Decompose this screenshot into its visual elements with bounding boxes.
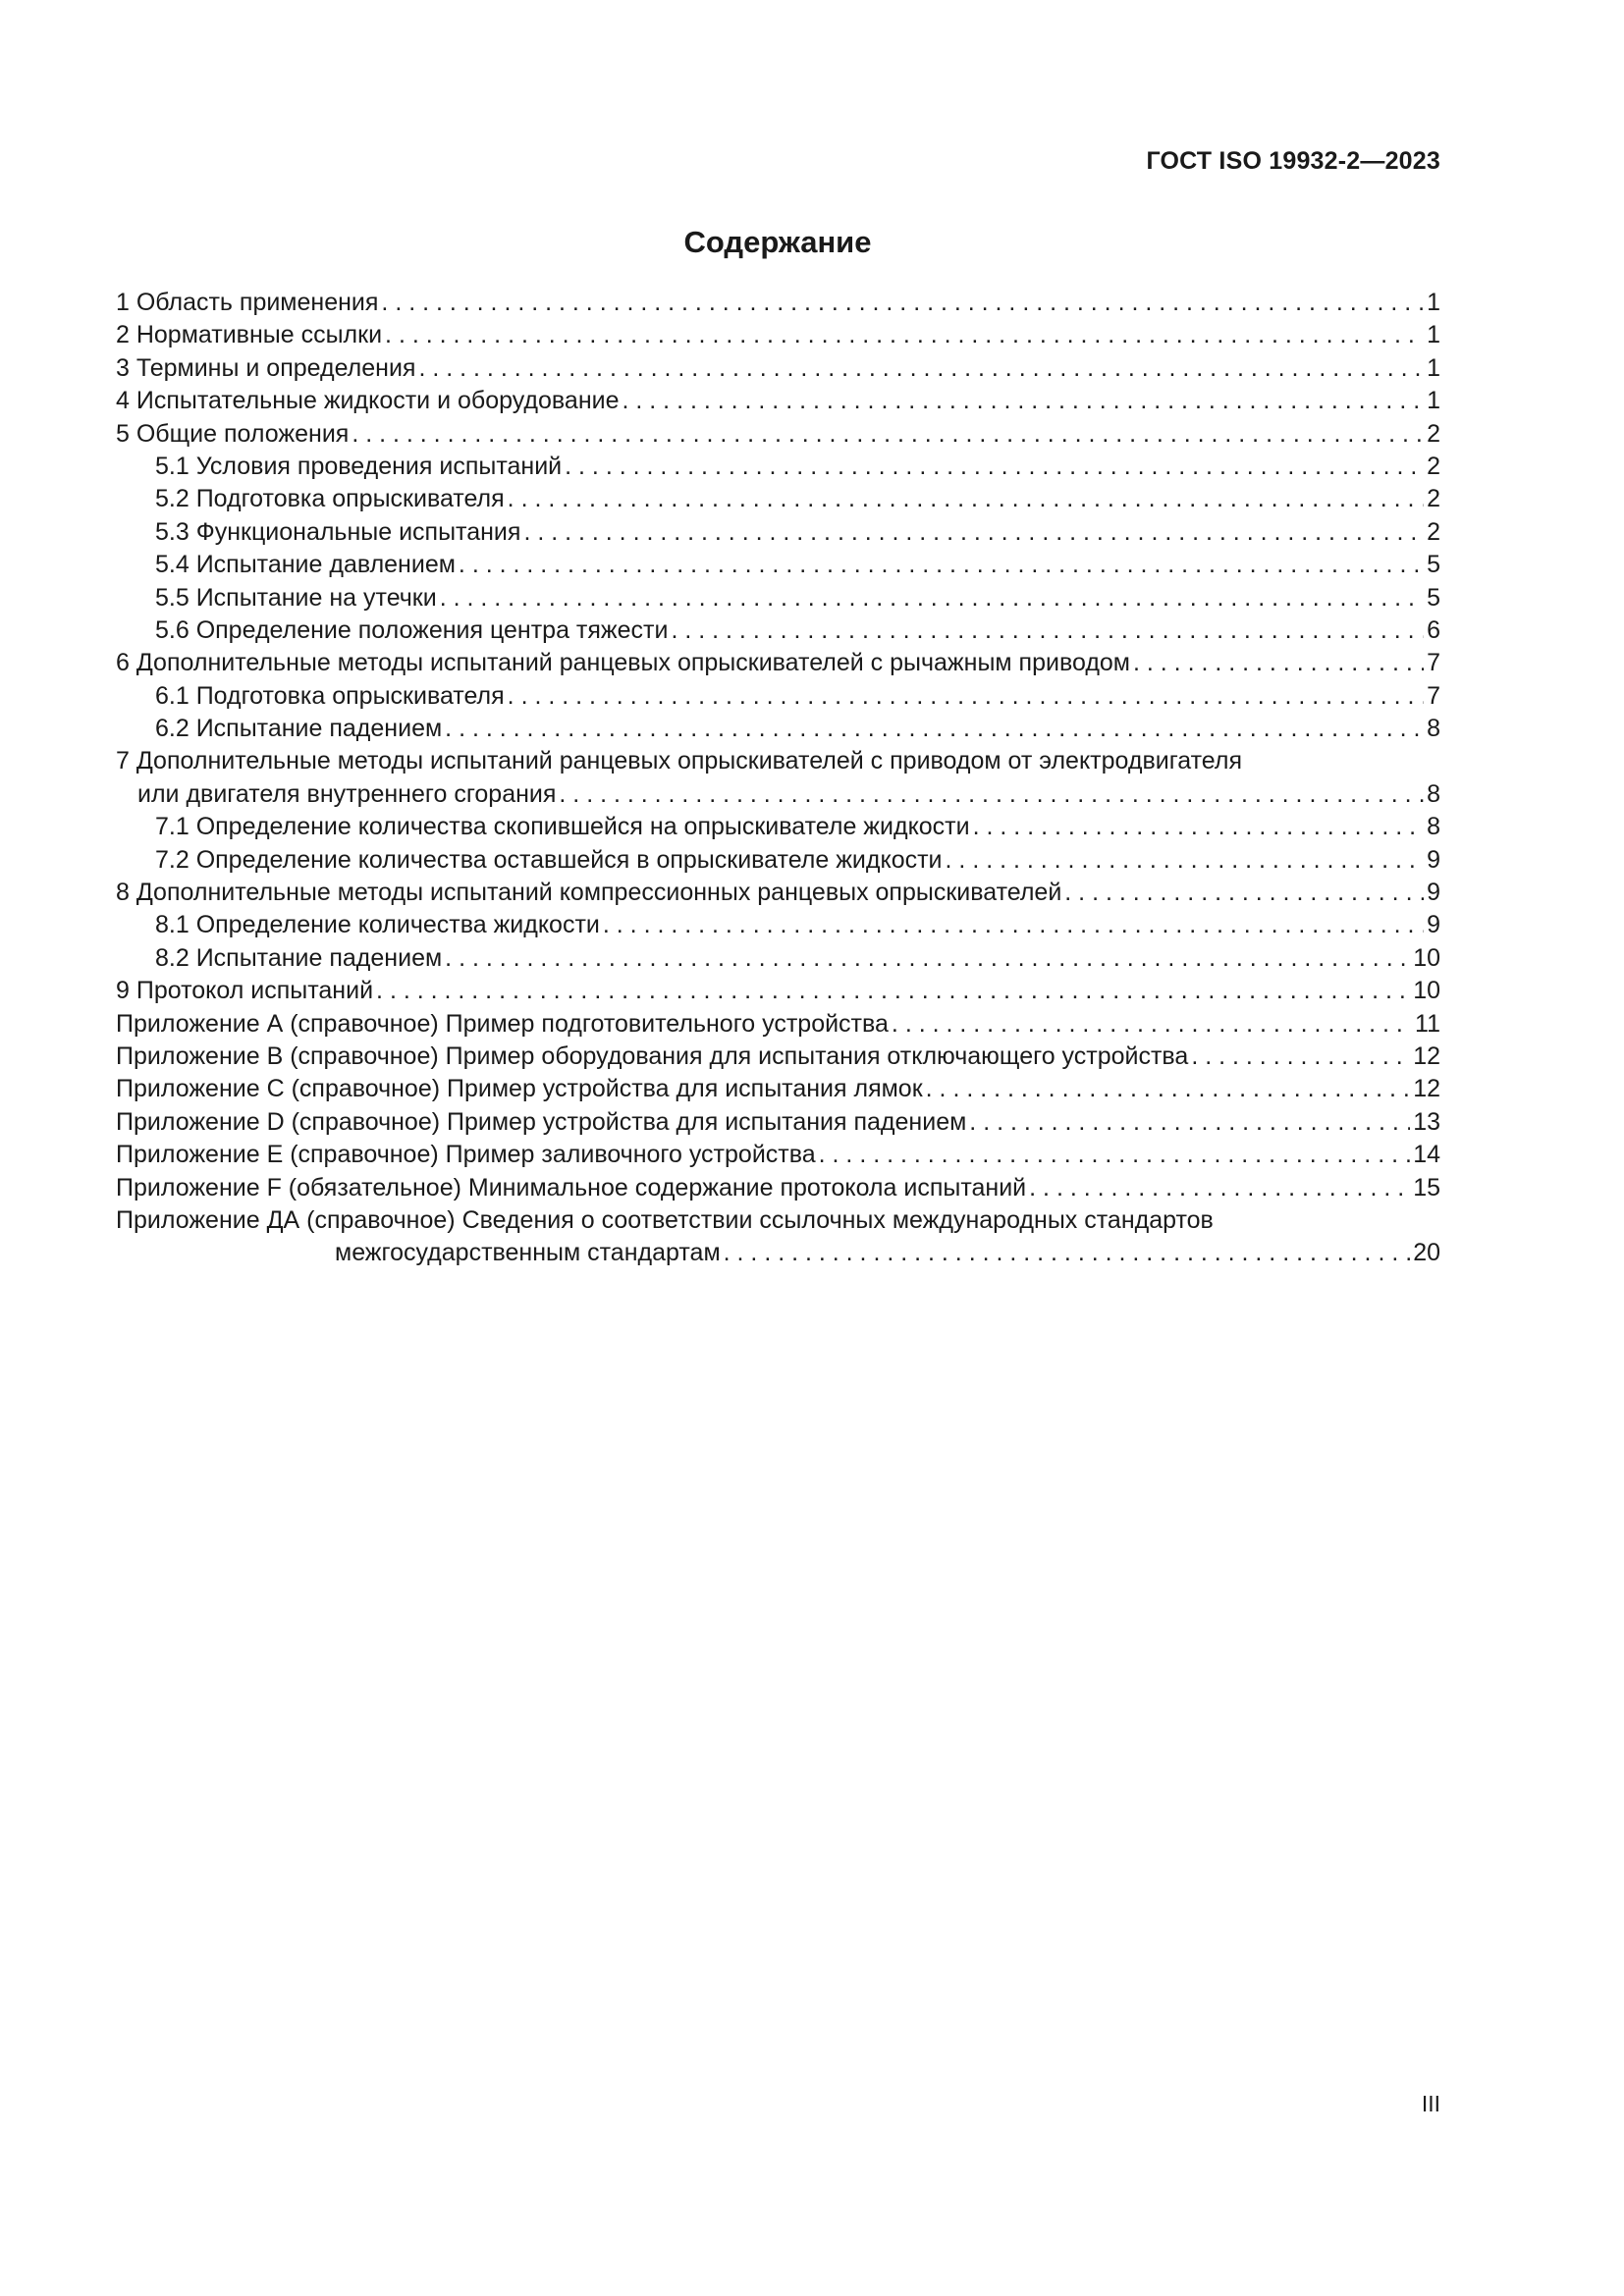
toc-leader-dots: [623, 385, 1425, 417]
toc-entry-label: Приложение В (справочное) Пример оборудования для испытания отключающего устройства: [116, 1041, 1189, 1070]
toc-entry[interactable]: [116, 942, 1440, 975]
toc-entry[interactable]: [116, 516, 1440, 549]
toc-entry-page: 1: [1427, 289, 1440, 316]
toc-entry[interactable]: [116, 1139, 1440, 1171]
toc-leader-dots: [946, 844, 1425, 877]
toc-entry-page: 5: [1427, 583, 1440, 612]
toc-entry-label: 4 Испытательные жидкости и оборудование: [116, 387, 620, 415]
toc-entry-label: или двигателя внутреннего сгорания: [137, 779, 557, 808]
toc-entry-page: 8: [1427, 779, 1440, 808]
toc-leader-dots: [440, 582, 1424, 614]
toc-entry[interactable]: [116, 1106, 1440, 1139]
toc-entry[interactable]: [116, 418, 1440, 451]
toc-entry-label: 7.1 Определение количества скопившейся на опрыскивателе жидкости: [155, 813, 970, 841]
toc-leader-dots: [671, 614, 1424, 647]
toc-leader-dots: [523, 516, 1424, 549]
toc-entry-label: 8 Дополнительные методы испытаний компрессионных ранцевых опрыскивателей: [116, 879, 1062, 907]
toc-entry-label: 5.2 Подготовка опрыскивателя: [155, 485, 505, 513]
toc-entry-page: 15: [1413, 1173, 1440, 1201]
toc-leader-dots: [445, 942, 1410, 975]
toc-entry-label: межгосударственным стандартам: [335, 1239, 721, 1267]
toc-entry-label: 5.4 Испытание давлением: [155, 551, 456, 579]
toc-entry[interactable]: [116, 287, 1440, 319]
toc-leader-dots: [559, 778, 1424, 811]
toc-entry-label: 5 Общие положения: [116, 419, 350, 448]
toc-leader-dots: [892, 1008, 1412, 1041]
toc-entry-page: 2: [1427, 517, 1440, 546]
toc-entry-page: 2: [1427, 419, 1440, 448]
toc-entry-page: 7: [1427, 681, 1440, 710]
toc-entry[interactable]: [116, 713, 1440, 745]
toc-entry-page: 13: [1413, 1107, 1440, 1136]
toc-title: Содержание: [683, 225, 872, 259]
toc-leader-dots: [418, 352, 1424, 385]
toc-entry-label: Приложение D (справочное) Пример устройства для испытания падением: [116, 1107, 967, 1136]
toc-entry-page: 12: [1413, 1041, 1440, 1070]
toc-entry-label: 3 Термины и определения: [116, 353, 416, 382]
toc-leader-dots: [969, 1106, 1410, 1139]
toc-leader-dots: [459, 549, 1424, 581]
toc-entry-label: Приложение С (справочное) Пример устройства для испытания лямок: [116, 1075, 923, 1103]
toc-leader-dots: [385, 319, 1424, 351]
toc-entry-page: 6: [1427, 615, 1440, 644]
toc-entry-page: 2: [1427, 485, 1440, 513]
toc-entry-label: Приложение А (справочное) Пример подготовительного устройства: [116, 1009, 889, 1038]
toc-leader-dots: [381, 287, 1424, 319]
toc-entry-page: 12: [1413, 1075, 1440, 1103]
toc-entry-label: 6.2 Испытание падением: [155, 715, 443, 743]
toc-entry[interactable]: [116, 877, 1440, 909]
toc-entry[interactable]: [116, 385, 1440, 417]
toc-entry[interactable]: [116, 582, 1440, 614]
toc-leader-dots: [376, 975, 1410, 1007]
toc-entry-label: 5.5 Испытание на утечки: [155, 583, 437, 612]
toc-leader-dots: [724, 1237, 1411, 1269]
toc-entry[interactable]: [116, 614, 1440, 647]
table-of-contents: [116, 287, 1440, 1270]
toc-entry-label: 5.3 Функциональные испытания: [155, 517, 521, 546]
toc-entry[interactable]: [116, 909, 1440, 941]
toc-entry-page: 9: [1427, 845, 1440, 874]
toc-entry-page: 7: [1427, 649, 1440, 677]
toc-entry-label: 6 Дополнительные методы испытаний ранцевых опрыскивателей с рычажным приводом: [116, 649, 1130, 677]
toc-entry-label: Приложение Е (справочное) Пример заливочного устройства: [116, 1141, 816, 1169]
toc-entry-label: 7 Дополнительные методы испытаний ранцевых опрыскивателей с приводом от электродвигателя: [116, 747, 1243, 775]
toc-leader-dots: [603, 909, 1424, 941]
toc-entry[interactable]: [116, 1073, 1440, 1105]
toc-leader-dots: [1064, 877, 1424, 909]
toc-entry[interactable]: [116, 549, 1440, 581]
toc-entry-label: Приложение ДА (справочное) Сведения о соответствии ссылочных международных стандартов: [116, 1205, 1214, 1234]
toc-entry-page: 8: [1427, 813, 1440, 841]
toc-entry-label: 6.1 Подготовка опрыскивателя: [155, 681, 505, 710]
toc-entry[interactable]: [116, 451, 1440, 483]
toc-entry-label: 2 Нормативные ссылки: [116, 321, 383, 349]
toc-entry[interactable]: [116, 352, 1440, 385]
toc-entry-page: 11: [1415, 1009, 1440, 1038]
toc-entry[interactable]: [116, 680, 1440, 713]
toc-leader-dots: [352, 418, 1424, 451]
toc-entry-page: 20: [1413, 1239, 1440, 1267]
toc-entry[interactable]: [116, 778, 1440, 811]
toc-entry-page: 10: [1413, 977, 1440, 1005]
toc-entry-page: 5: [1427, 551, 1440, 579]
toc-entry-label: 1 Область применения: [116, 289, 379, 316]
toc-entry[interactable]: [116, 1237, 1440, 1269]
toc-entry-label: 8.2 Испытание падением: [155, 943, 443, 972]
toc-leader-dots: [565, 451, 1424, 483]
toc-entry[interactable]: [116, 1041, 1440, 1073]
toc-entry-label: Приложение F (обязательное) Минимальное содержание протокола испытаний: [116, 1173, 1027, 1201]
toc-entry[interactable]: [116, 811, 1440, 843]
toc-entry-page: 1: [1427, 353, 1440, 382]
toc-entry-page: 1: [1427, 387, 1440, 415]
toc-leader-dots: [508, 680, 1424, 713]
toc-leader-dots: [508, 483, 1424, 515]
toc-entry-page: 1: [1427, 321, 1440, 349]
toc-entry[interactable]: [116, 483, 1440, 515]
toc-entry-page: 2: [1427, 452, 1440, 480]
toc-entry[interactable]: [116, 844, 1440, 877]
toc-entry-label: 7.2 Определение количества оставшейся в опрыскивателе жидкости: [155, 845, 943, 874]
toc-entry[interactable]: [116, 745, 1440, 777]
toc-leader-dots: [445, 713, 1424, 745]
toc-entry-label: 8.1 Определение количества жидкости: [155, 911, 600, 939]
standard-code: ГОСТ ISO 19932-2—2023: [1146, 147, 1440, 175]
toc-leader-dots: [926, 1073, 1411, 1105]
toc-entry[interactable]: [116, 975, 1440, 1007]
toc-entry-page: 9: [1427, 879, 1440, 907]
toc-entry-label: 5.6 Определение положения центра тяжести: [155, 615, 669, 644]
toc-entry-page: 10: [1413, 943, 1440, 972]
toc-entry[interactable]: [116, 647, 1440, 679]
toc-entry-page: 9: [1427, 911, 1440, 939]
toc-entry[interactable]: [116, 1172, 1440, 1204]
toc-entry-label: 9 Протокол испытаний: [116, 977, 374, 1005]
toc-entry[interactable]: [116, 1008, 1440, 1041]
toc-leader-dots: [1029, 1172, 1410, 1204]
toc-entry[interactable]: [116, 319, 1440, 351]
toc-entry-page: 8: [1427, 715, 1440, 743]
toc-entry-label: 5.1 Условия проведения испытаний: [155, 452, 563, 480]
toc-leader-dots: [973, 811, 1424, 843]
toc-leader-dots: [819, 1139, 1411, 1171]
toc-entry-page: 14: [1413, 1141, 1440, 1169]
page-number: III: [1421, 2091, 1440, 2116]
toc-leader-dots: [1191, 1041, 1410, 1073]
toc-entry[interactable]: [116, 1204, 1440, 1237]
toc-leader-dots: [1133, 647, 1424, 679]
